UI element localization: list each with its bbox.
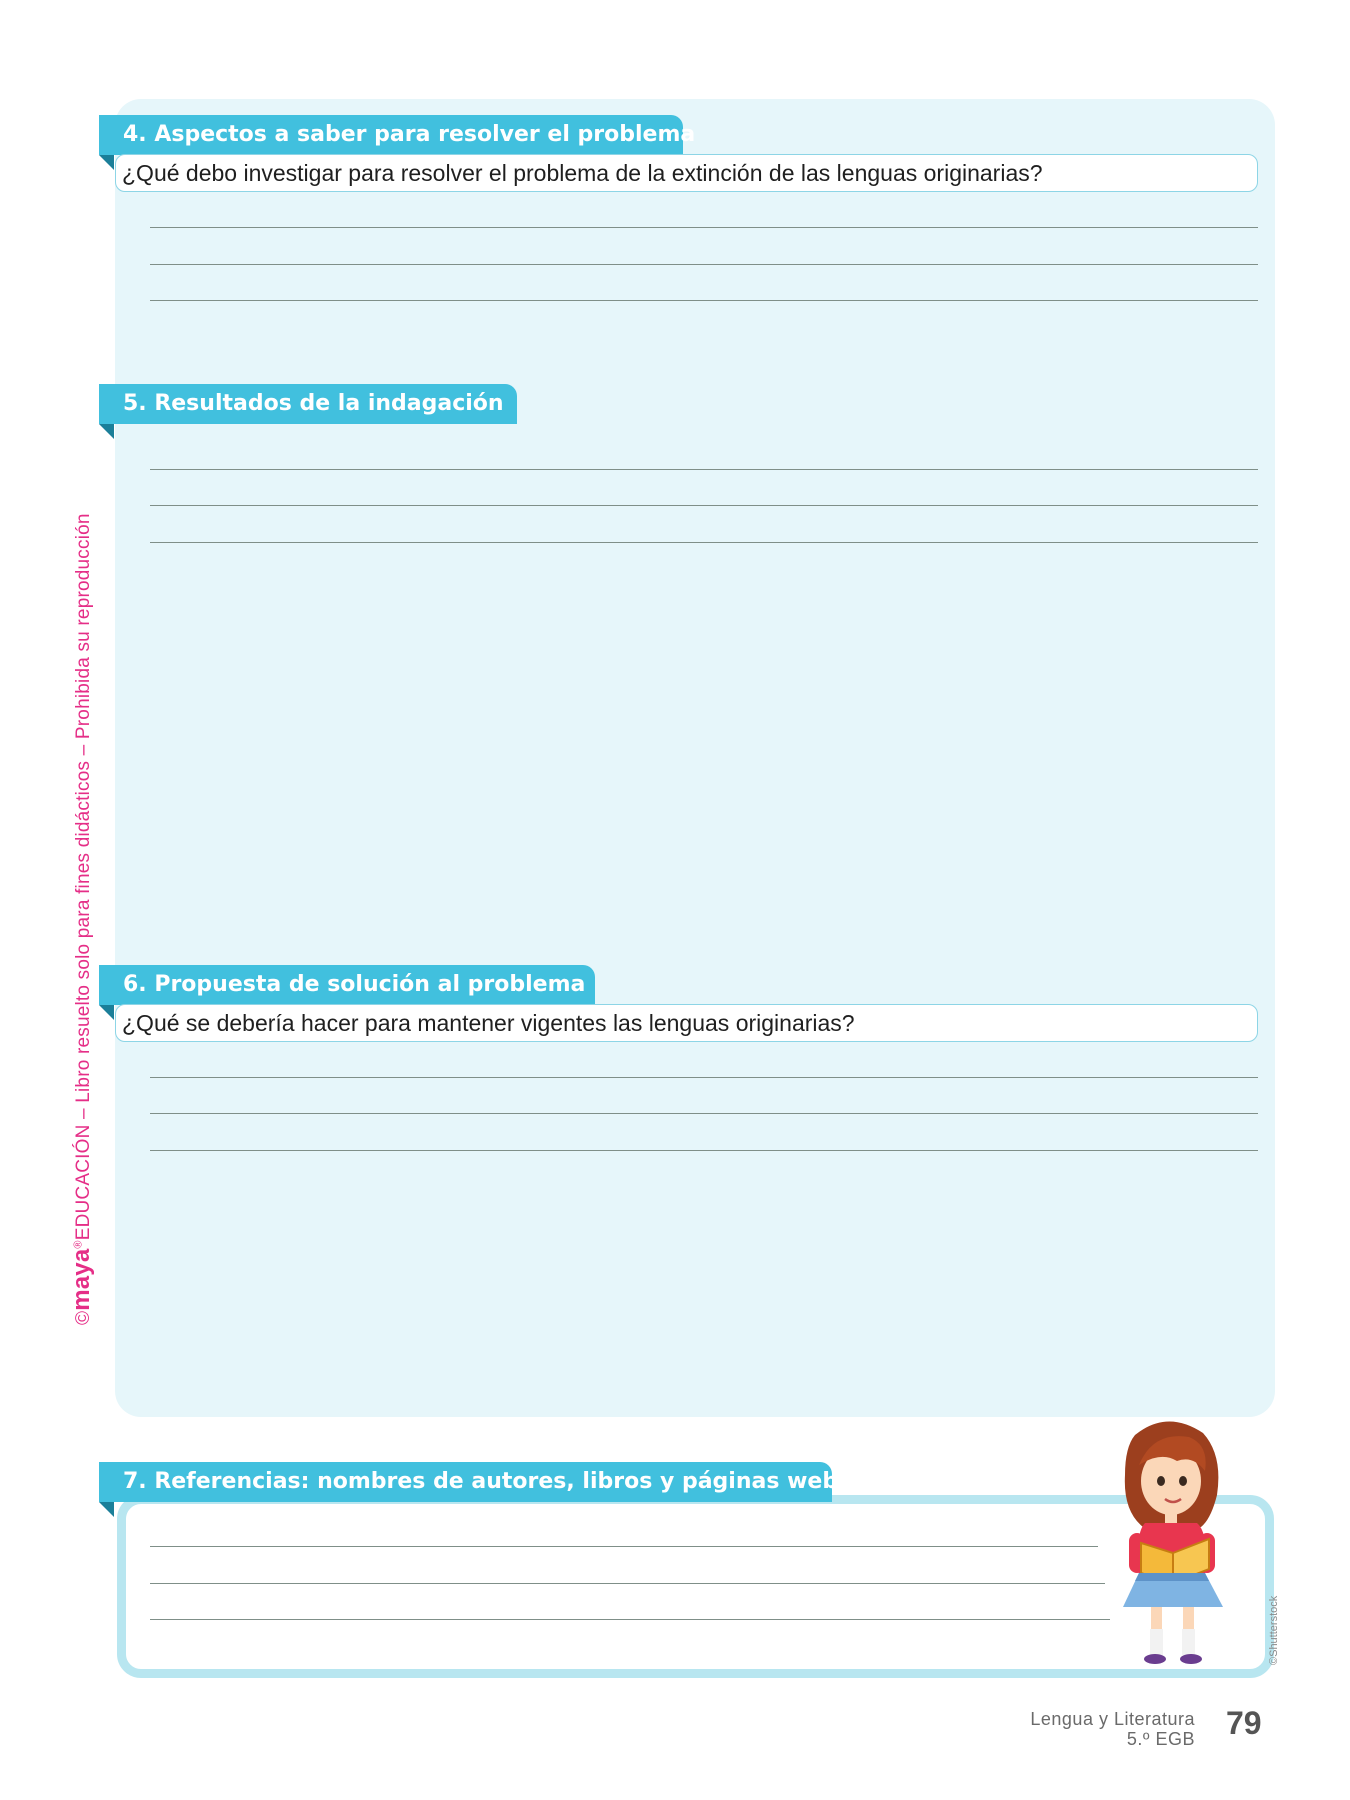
tab-fold	[99, 1005, 114, 1020]
section-4-question: ¿Qué debo investigar para resolver el problema de la extinción de las lenguas originarias?	[115, 154, 1258, 192]
answer-line[interactable]	[150, 542, 1258, 543]
section-4-tab	[99, 115, 696, 155]
brand-logo-text: maya	[68, 1248, 95, 1311]
answer-line[interactable]	[150, 1619, 1110, 1620]
copyright-notice	[68, 513, 96, 1325]
grade-level: 5.º EGB	[1126, 1729, 1195, 1749]
answer-line[interactable]	[150, 1150, 1258, 1151]
answer-line[interactable]	[150, 300, 1258, 301]
references-box	[117, 1495, 1274, 1678]
answer-line[interactable]	[150, 264, 1258, 265]
copyright-notice-text: EDUCACIÓN – Libro resuelto solo para fines didácticos – Prohibida su reproducción	[73, 513, 94, 1241]
answer-line[interactable]	[150, 227, 1258, 228]
section-5-title: 5. Resultados de la indagación	[123, 391, 504, 416]
answer-line[interactable]	[150, 1113, 1258, 1114]
subject-name: Lengua y Literatura	[1030, 1709, 1195, 1729]
image-credit: ©Shutterstock	[1268, 1595, 1280, 1665]
footer-subject	[1030, 1709, 1195, 1749]
section-7-tab	[99, 1462, 839, 1502]
section-4-title: 4. Aspectos a saber para resolver el problema	[123, 122, 696, 147]
girl-reading-book-illustration	[1105, 1415, 1240, 1675]
answer-line[interactable]	[150, 1583, 1105, 1584]
section-6-question: ¿Qué se debería hacer para mantener vigentes las lenguas originarias?	[115, 1004, 1258, 1042]
registered-mark: ®	[72, 1240, 85, 1249]
tab-fold	[99, 1502, 114, 1517]
answer-line[interactable]	[150, 1077, 1258, 1078]
tab-fold	[99, 155, 114, 170]
tab-fold	[99, 424, 114, 439]
section-6-title: 6. Propuesta de solución al problema	[123, 972, 586, 997]
page-number: 79	[1226, 1705, 1262, 1741]
answer-line[interactable]	[150, 1546, 1098, 1547]
section-5-tab	[99, 384, 517, 424]
section-7-title: 7. Referencias: nombres de autores, libros y páginas web	[123, 1469, 839, 1494]
answer-line[interactable]	[150, 469, 1258, 470]
answer-line[interactable]	[150, 505, 1258, 506]
section-6-tab	[99, 965, 595, 1005]
activity-panel	[115, 99, 1275, 1417]
copyright-symbol: ©	[73, 1310, 94, 1325]
